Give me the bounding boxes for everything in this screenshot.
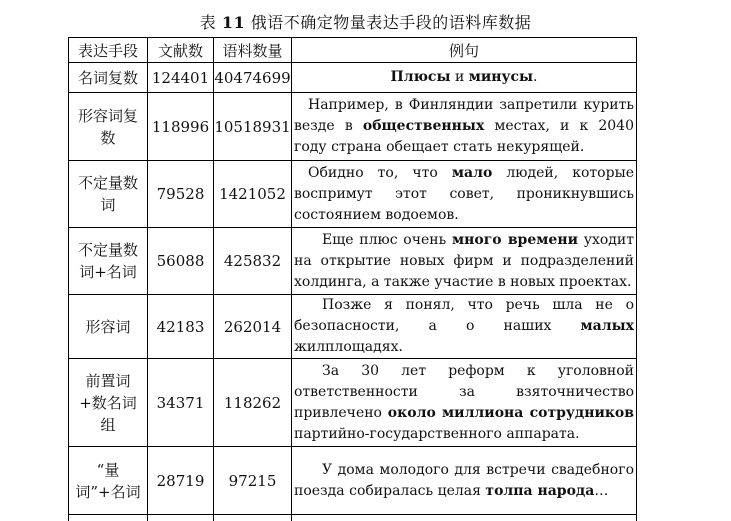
example-text: партийно-государственного аппарата. [294, 426, 580, 442]
table-row [69, 447, 637, 515]
header-docs: 文献数 [148, 38, 214, 63]
example-text: и [451, 69, 469, 85]
docs-cell: 56088 [148, 228, 214, 295]
table-row [69, 359, 637, 447]
example-text: людей, которые воспримут этот совет, проникнувшись состоянием водоемов. [294, 165, 634, 223]
caption-title: 俄语不确定物量表达手段的语料库数据 [251, 13, 532, 32]
corpus-cell: 118262 [214, 359, 292, 447]
example-cell [292, 161, 637, 228]
example-cell [292, 63, 637, 93]
corpus-cell: 262014 [214, 295, 292, 359]
example-bold: толпа народа [485, 483, 594, 499]
table-row [69, 161, 637, 228]
example-text: … [594, 483, 608, 499]
example-text: Еще плюс очень [322, 232, 452, 248]
example-text: Например, в Финляндии запретили курить везде в [294, 97, 634, 134]
example-text: У дома молодого для встречи свадебного поезда собиралась целая [294, 462, 634, 499]
example-text: жилплощадях. [294, 339, 403, 355]
example-text: Обидно то, что [308, 165, 452, 181]
table-row [69, 93, 637, 161]
example-cell [292, 447, 637, 515]
example-bold: мало [452, 165, 492, 181]
header-corpus: 语料数量 [214, 38, 292, 63]
example-text: Позже я понял, что речь шла не о безопасности, а о наших [294, 297, 634, 334]
corpus-cell: 1421052 [214, 161, 292, 228]
docs-cell: 28719 [148, 447, 214, 515]
header-row [69, 38, 637, 63]
example-cell [292, 295, 637, 359]
example-bold: малых [581, 318, 634, 334]
example-bold: минусы [469, 69, 533, 85]
means-cell: 不定量数词 [69, 161, 148, 228]
example-text: местах, и к 2040 году страна обещает стать некурящей. [294, 118, 634, 155]
corpus-cell: 425832 [214, 228, 292, 295]
docs-cell: 79528 [148, 161, 214, 228]
corpus-cell: 40474699 [214, 63, 292, 93]
means-cell: 名词复数 [69, 63, 148, 93]
table-row [69, 63, 637, 93]
docs-cell: 42183 [148, 295, 214, 359]
table-row-cut-off [69, 515, 637, 521]
means-cell: “量词”+名词 [69, 447, 148, 515]
header-example: 例句 [292, 38, 637, 63]
means-cell: 不定量数词+名词 [69, 228, 148, 295]
corpus-table [68, 37, 637, 521]
caption-label: 表 [200, 13, 217, 32]
corpus-cell: 10518931 [214, 93, 292, 161]
example-cell [292, 93, 637, 161]
example-text: . [533, 69, 537, 85]
docs-cell: 34371 [148, 359, 214, 447]
example-cell [292, 359, 637, 447]
example-bold: около миллиона сотрудников [388, 405, 634, 421]
example-text: уходит на открытие новых фирм и подразделений холдинга, а также участие в новых проектах. [294, 232, 634, 290]
header-means: 表达手段 [69, 38, 148, 63]
table-row [69, 295, 637, 359]
docs-cell: 124401 [148, 63, 214, 93]
means-cell: 形容词 [69, 295, 148, 359]
means-cell: 形容词复数 [69, 93, 148, 161]
example-text: За 30 лет реформ к уголовной ответственности за взяточничество привлечено [294, 363, 634, 421]
table-row [69, 228, 637, 295]
example-bold: общественных [363, 118, 484, 134]
example-bold: Плюсы [390, 69, 450, 85]
example-cell [292, 228, 637, 295]
docs-cell: 118996 [148, 93, 214, 161]
means-cell: 前置词+数名词组 [69, 359, 148, 447]
example-bold: много времени [452, 232, 578, 248]
table-caption [0, 10, 731, 33]
caption-number: 11 [222, 13, 245, 32]
corpus-cell: 97215 [214, 447, 292, 515]
